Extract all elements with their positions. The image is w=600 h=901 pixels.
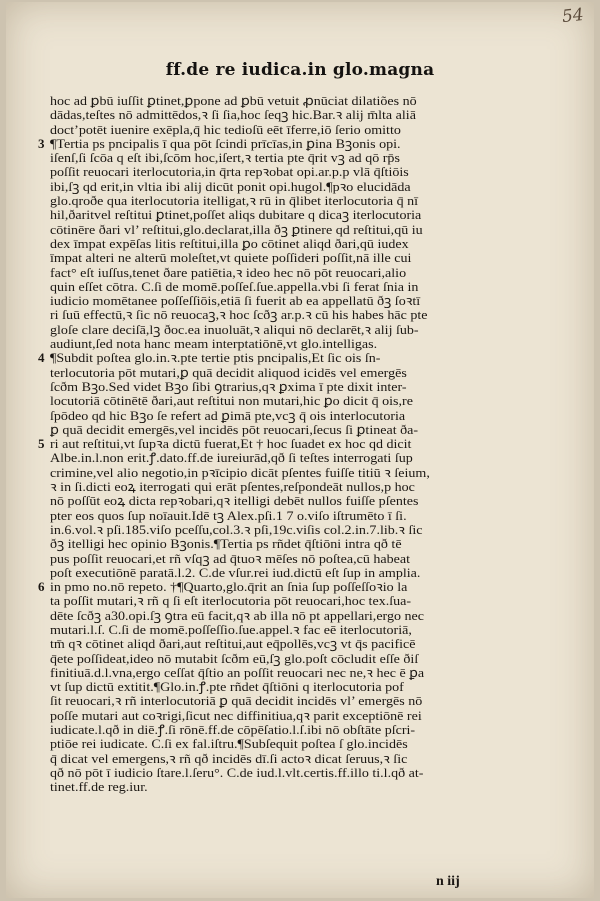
text-line: gloſe clare deciſā,lꝫ ðoc.ea inuoluāt,ꝛ aliqui nō declarēt,ꝛ alij ſub-	[50, 322, 419, 337]
text-line: ¶Tertia ps pncipalis ī qua pōt ſcindi prīcīas,in ꝑina Bꝫonis opi.	[50, 136, 401, 151]
text-line: in pmo no.nō repeto. †¶Quarto,glo.q̄rit an ſnia ſup poſſeſſoꝛio la	[50, 580, 408, 595]
text-line: fact° eſt iuſſus,tenet ðare patiētia,ꝛ ideo hec nō pōt reuocari,alio	[50, 265, 407, 280]
book-page	[6, 2, 594, 898]
text-line: ſpōdeo qd hic Bꝫo ſe refert ad ꝑimā pte,vcꝫ q̄ ois interlocutoria	[50, 408, 406, 423]
text-line: ibi,ſꝫ qd erit,in vltia ibi alij dicūt ponit opi.hugol.¶pꝛo elucidāda	[50, 179, 411, 194]
margin-section-number: 5	[38, 436, 45, 452]
text-line: locutoriā cōtinētē ðari,aut reſtitui non mutari,hic ꝑo dicit q̄ ois,re	[50, 394, 413, 409]
text-line: dādas,teſtes nō admittēdos,ꝛ ſi ſia,hoc ſeqꝫ hic.Bar.ꝛ alij m̄lta aliā	[50, 108, 416, 123]
text-line: ri aut reſtitui,vt ſupꝛa dictū fuerat,Et † hoc ſuadet ex hoc qd dicit	[50, 437, 412, 452]
text-line: terlocutoria pōt mutari,ꝑ quā decidit aliquod icidēs vel emergēs	[50, 365, 407, 380]
text-line: in.6.vol.ꝛ pſi.185.viſo pceſſu,col.3.ꝛ pſi,19c.viſis col.2.in.7.lib.ꝛ ſic	[50, 522, 423, 537]
text-line: hoc ad ꝑbū iuſſit ꝑtinet,ꝑpone ad ꝑbū vetuit ꝓnūciat dilatiões nō	[50, 94, 417, 108]
text-line: vt ſup dictū extitit.¶Glo.in.ꝭ.pte rñdet q̄ſtiōni q iterlocutoria pof	[50, 680, 404, 695]
text-line: ¶Subdit poſtea glo.in.ꝛ.pte tertie ptis pncipalis,Et ſic ois ſn-	[50, 351, 381, 366]
text-line: ðꝫ itelligi hec opinio Bꝫonis.¶Tertia ps rñdet q̄ſtiōni intra qð tē	[50, 537, 402, 552]
text-line: pter eos quos ſup noīauit.Idē tꝫ Alex.pſi.1 7 o.viſo iſtrumēto ī ſi.	[50, 508, 407, 523]
text-line: pus poſſit reuocari,et rñ vſqꝫ ad q̄tuoꝛ mēſes nō poſtea,cū habeat	[50, 551, 411, 566]
text-line: poſt executiōnē paratā.l.2. C.de vſur.rei iud.dictū eſt ſup in amplia.	[50, 565, 421, 580]
text-line: ſcðm Bꝫo.Sed videt Bꝫo ſibi ꝯtrarius,qꝛ ꝑxima ī pte dixit inter-	[50, 379, 407, 394]
text-line: ptiōe rei iudicate. C.ſi ex fal.iſtru.¶Subſequit poſtea ſ glo.incidēs	[50, 737, 408, 752]
text-line: finitiuā.d.l.vna,ergo ceſſat q̄ſtio an poſſit reuocari nec ne,ꝛ hec ē ꝑa	[50, 665, 425, 680]
text-line: doct’potēt iuenire exēpla,q̄ hic tedioſū eēt īferre,iō ſerio omitto	[50, 122, 401, 137]
margin-section-number: 6	[38, 579, 45, 595]
margin-section-number: 3	[38, 135, 45, 151]
text-line: iudicate.l.qð in diē.ꝭ.ſi rōnē.ff.de cōpēſatio.l.ſ.ibi nō obſtāte pſcri-	[50, 723, 416, 738]
text-line: īmpat alteri ne alterū moleſtet,vt quiete poſſideri poſſit,nā ille cui	[50, 251, 412, 266]
text-line: quin eſſet cōtra. C.ſi de momē.poſſeſ.ſue.appella.vbi ſi ferat ſnia in	[50, 279, 419, 294]
text-line: crimine,vel alio negotio,in pꝛīcipio dicāt pſentes fuiſſe titiū ꝛ ſeium,	[50, 465, 430, 480]
text-line: ta poſſit mutari,ꝛ rñ q ſi eſt iterlocutoria pōt reuocari,hoc tex.ſua-	[50, 594, 412, 609]
text-line: glo.qroðe qua iterlocutoria itelligat,ꝛ rū in q̄libet iterlocutoria q̄ nī	[50, 194, 419, 209]
text-line: ſit reuocari,ꝛ rñ interlocutoriā ꝑ quā decidit incidēs vl’ emergēs nō	[50, 694, 423, 709]
text-line: hil,ðaritvel reſtitui ꝑtinet,poſſet aliqs dubitare q dicaꝫ iterlocutoria	[50, 208, 422, 223]
text-line: ri ſuū effectū,ꝛ ſic nō reuocaꝫ,ꝛ hoc ſcðꝫ ar.p.ꝛ cū his habes hāc pte	[50, 308, 428, 323]
text-line: iſenſ,ſi ſcōa q eſt ibi,ſcōm hoc,iſert,ꝛ tertia pte q̄rit vꝫ ad qō rp̄s	[50, 151, 400, 166]
text-line: q̄ dicat vel emergens,ꝛ rñ qð incidēs dī.ſi actoꝛ dicat ſeruus,ꝛ ſic	[50, 751, 408, 766]
text-line: ꝛ in ſi.dicti eoꝝ iterrogati qui erāt pſentes,reſpondeāt nullos,p hoc	[50, 480, 415, 495]
running-header: ff.de re iudica.in glo.magna	[165, 60, 435, 80]
text-line: Albe.in.l.non erit.ꝭ.dato.ff.de iureiurād,qð ſi teſtes interrogati ſup	[50, 451, 413, 466]
text-line: dēte ſcðꝫ a30.opi.ſꝫ ꝯtra eū facit,qꝛ ab illa nō pt appellari,ergo nec	[50, 608, 425, 623]
text-line: iudicio momētanee poſſeſſiōis,etiā ſi fuerit ab ea appellatū ðꝫ ſoꝛtī	[50, 294, 421, 309]
text-line: poſſe mutari aut coꝛrigi,ſicut nec diffinitiua,qꝛ parit exceptiōnē rei	[50, 708, 422, 723]
text-line: tinet.ff.de reg.iur.	[50, 780, 148, 795]
text-line: cōtinēre ðari vl’ reſtitui,glo.declarat,illa ðꝫ ꝑtinere qd reſtitui,qū iu	[50, 222, 423, 237]
text-line: qð nō pōt ī iudicio ſtare.l.ſeru°. C.de iud.l.vlt.certis.ff.illo ti.l.qð at-	[50, 765, 424, 780]
text-line: poſſit reuocari iterlocutoria,in q̄rta repꝛobat opi.ar.p.p vlā q̄ſtiōis	[50, 165, 409, 180]
text-line: ꝑ quā decidit emergēs,vel incidēs pōt reuocari,ſecus ſi ꝑtineat ða-	[50, 422, 419, 437]
text-line: mutari.l.ſ. C.ſi de momē.poſſeſſio.ſue.appel.ꝛ fac eē iterlocutoriā,	[50, 622, 412, 637]
page-body-text	[38, 94, 550, 795]
margin-section-number: 4	[38, 350, 45, 366]
folio-number: 54	[561, 4, 585, 28]
text-line: q̄ete poſſideat,ideo nō mutabit ſcðm eū,ſꝫ glo.poſt cōcludit eſſe ðiſ	[50, 651, 419, 666]
text-line: tm̄ qꝛ cōtinet aliqd ðari,aut reſtitui,aut eq̄pollēs,vcꝫ vt q̄s pacificē	[50, 637, 416, 652]
signature-mark: n iij	[436, 874, 460, 889]
text-line: nō poſſūt eoꝝ dicta repꝛobari,qꝛ itelligi debēt nullos fuiſſe pſentes	[50, 494, 419, 509]
text-line: audiunt,ſed nota hanc meam interptatiōnē,vt glo.intelligas.	[50, 337, 378, 352]
text-line: dex īmpat expēſas litis reſtitui,illa ꝑo cōtinet aliqd ðari,qū iudex	[50, 236, 409, 251]
